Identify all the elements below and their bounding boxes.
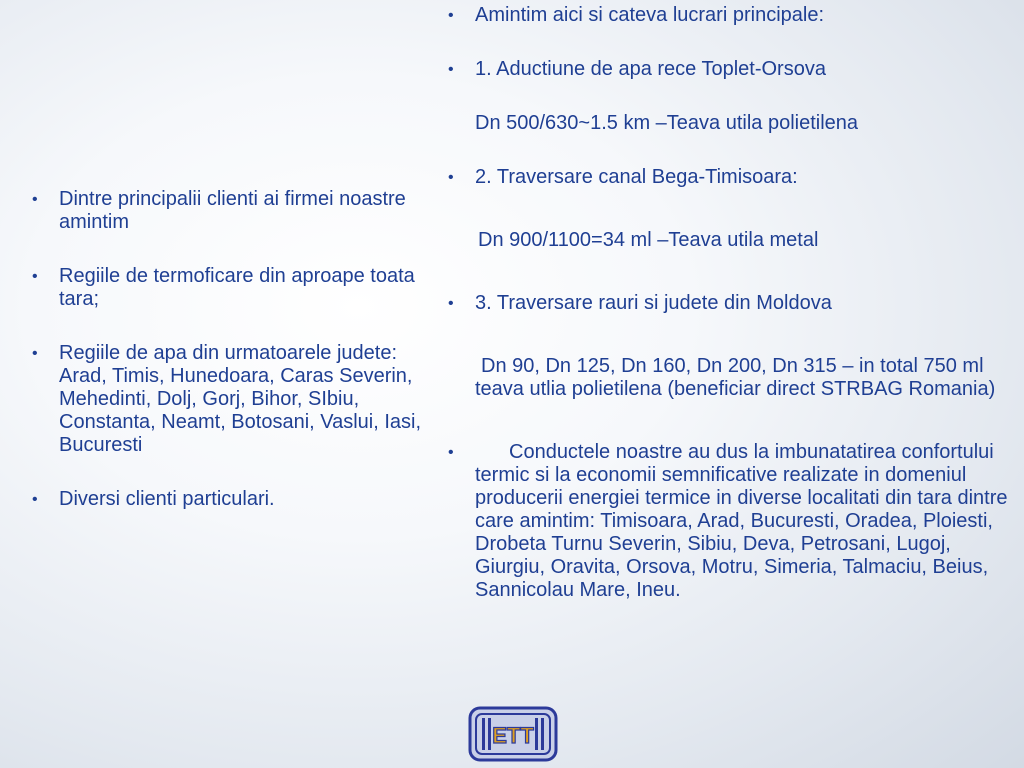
thermal-regies-bullet	[32, 265, 432, 311]
clients-intro-bullet	[32, 188, 432, 234]
work1-detail-text: Dn 500/630~1.5 km –Teava utila polietilena	[475, 112, 859, 134]
work2-detail-text: Dn 900/1100=34 ml –Teava utila metal	[478, 229, 819, 251]
works-intro-bullet	[448, 4, 1008, 27]
work2-title-bullet	[448, 166, 1008, 189]
bullet-dot-icon: •	[448, 295, 454, 312]
thermal-regies-text: Regiile de termoficare din aproape toata tara;	[59, 265, 415, 310]
water-regies-bullet	[32, 342, 432, 457]
work1-title-text: 1. Aductiune de apa rece Toplet-Orsova	[475, 58, 826, 80]
private-clients-bullet	[32, 488, 432, 511]
left-column	[32, 188, 432, 511]
bullet-dot-icon: •	[448, 444, 454, 461]
right-column	[448, 4, 1008, 602]
water-regies-text: Regiile de apa din urmatoarele judete: Arad, Timis, Hunedoara, Caras Severin, Mehedinti, Dolj, Gorj, Bihor, SIbiu, Constanta, Neamt, Botosani, Vaslui, Iasi, Bucuresti	[59, 342, 422, 456]
conclusion-text: Conductele noastre au dus la imbunatatirea confortului termic si la economii semnificative realizate in domeniul producerii energiei termice in diverse localitati din tara dintre care amintim: Timisoara, Arad, Bucuresti, Oradea, Ploiesti, Drobeta Turnu Severin, Sibiu, Deva, Petrosani, Lugoj, Giurgiu, Oravita, Orsova, Motru, Simeria, Talmaciu, Beius, Sannicolau Mare, Ineu.	[475, 441, 1008, 601]
bullet-dot-icon: •	[448, 7, 454, 24]
logo-letters: ETT	[492, 723, 534, 748]
work3-detail-text: Dn 90, Dn 125, Dn 160, Dn 200, Dn 315 – in total 750 ml teava utlia polietilena (beneficiar direct STRBAG Romania)	[475, 355, 996, 400]
work2-title-text: 2. Traversare canal Bega-Timisoara:	[475, 166, 798, 188]
bullet-dot-icon: •	[32, 268, 38, 285]
company-logo	[468, 706, 558, 762]
bullet-dot-icon: •	[32, 345, 38, 362]
works-intro-text: Amintim aici si cateva lucrari principale:	[475, 4, 825, 26]
bullet-dot-icon: •	[448, 169, 454, 186]
clients-intro-text: Dintre principalii clienti ai firmei noastre amintim	[59, 188, 406, 233]
bullet-dot-icon: •	[32, 191, 38, 208]
conclusion-bullet	[448, 441, 1008, 602]
bullet-dot-icon: •	[448, 61, 454, 78]
bullet-dot-icon: •	[32, 491, 38, 508]
private-clients-text: Diversi clienti particulari.	[59, 488, 275, 510]
company-logo-icon	[468, 706, 558, 762]
work3-title-text: 3. Traversare rauri si judete din Moldova	[475, 292, 832, 314]
work1-title-bullet	[448, 58, 1008, 81]
work3-title-bullet	[448, 292, 1008, 315]
